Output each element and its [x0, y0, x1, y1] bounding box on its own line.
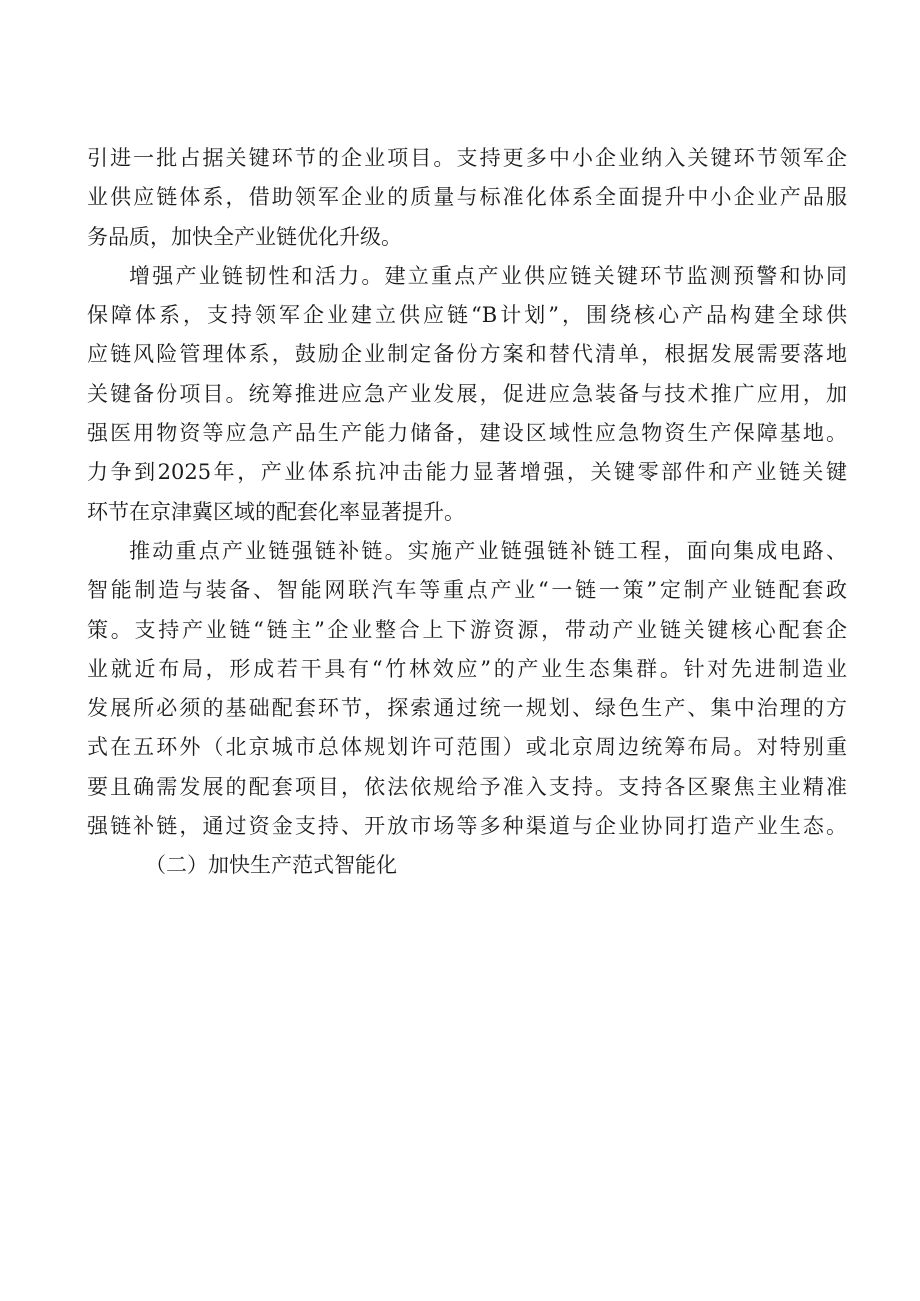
paragraph [87, 139, 847, 257]
text-line: 推动重点产业链强链补链。实施产业链强链补链工程，面向集成电路、 [129, 538, 847, 563]
section-heading: （二）加快生产范式智能化 [145, 853, 397, 878]
text-line: 发展所必须的基础配套环节，探索通过统一规划、绿色生产、集中治理的方 [87, 696, 847, 721]
text-line: 要且确需发展的配套项目，依法依规给予准入支持。支持各区聚焦主业精准 [87, 774, 847, 799]
text-line: 智能制造与装备、智能网联汽车等重点产业“一链一策”定制产业链配套政 [87, 578, 847, 603]
text-line: 力争到2025年，产业体系抗冲击能力显著增强，关键零部件和产业链关键 [87, 460, 847, 485]
text-line: 式在五环外（北京城市总体规划许可范围）或北京周边统筹布局。对特别重 [87, 735, 847, 760]
text-line: 业就近布局，形成若干具有“竹林效应”的产业生态集群。针对先进制造业 [87, 656, 847, 681]
text-line: 增强产业链韧性和活力。建立重点产业供应链关键环节监测预警和协同 [129, 263, 847, 288]
text-line: 应链风险管理体系，鼓励企业制定备份方案和替代清单，根据发展需要落地 [87, 342, 847, 367]
text-line: 策。支持产业链“链主”企业整合上下游资源，带动产业链关键核心配套企 [87, 617, 847, 642]
text-line: 强医用物资等应急产品生产能力储备，建设区域性应急物资生产保障基地。 [87, 421, 847, 446]
document-body [87, 139, 847, 886]
text-line: 环节在京津冀区域的配套化率显著提升。 [87, 499, 465, 524]
text-line: 引进一批占据关键环节的企业项目。支持更多中小企业纳入关键环节领军企 [87, 146, 847, 170]
text-line: 强链补链，通过资金支持、开放市场等多种渠道与企业协同打造产业生态。 [87, 814, 847, 839]
text-line: 务品质，加快全产业链优化升级。 [87, 224, 402, 249]
text-line: 关键备份项目。统筹推进应急产业发展，促进应急装备与技术推广应用，加 [87, 381, 847, 406]
text-line: 保障体系，支持领军企业建立供应链“B计划”，围绕核心产品构建全球供 [87, 303, 847, 328]
paragraph [87, 257, 847, 532]
text-line: 业供应链体系，借助领军企业的质量与标准化体系全面提升中小企业产品服 [87, 185, 847, 210]
paragraph [87, 532, 847, 846]
